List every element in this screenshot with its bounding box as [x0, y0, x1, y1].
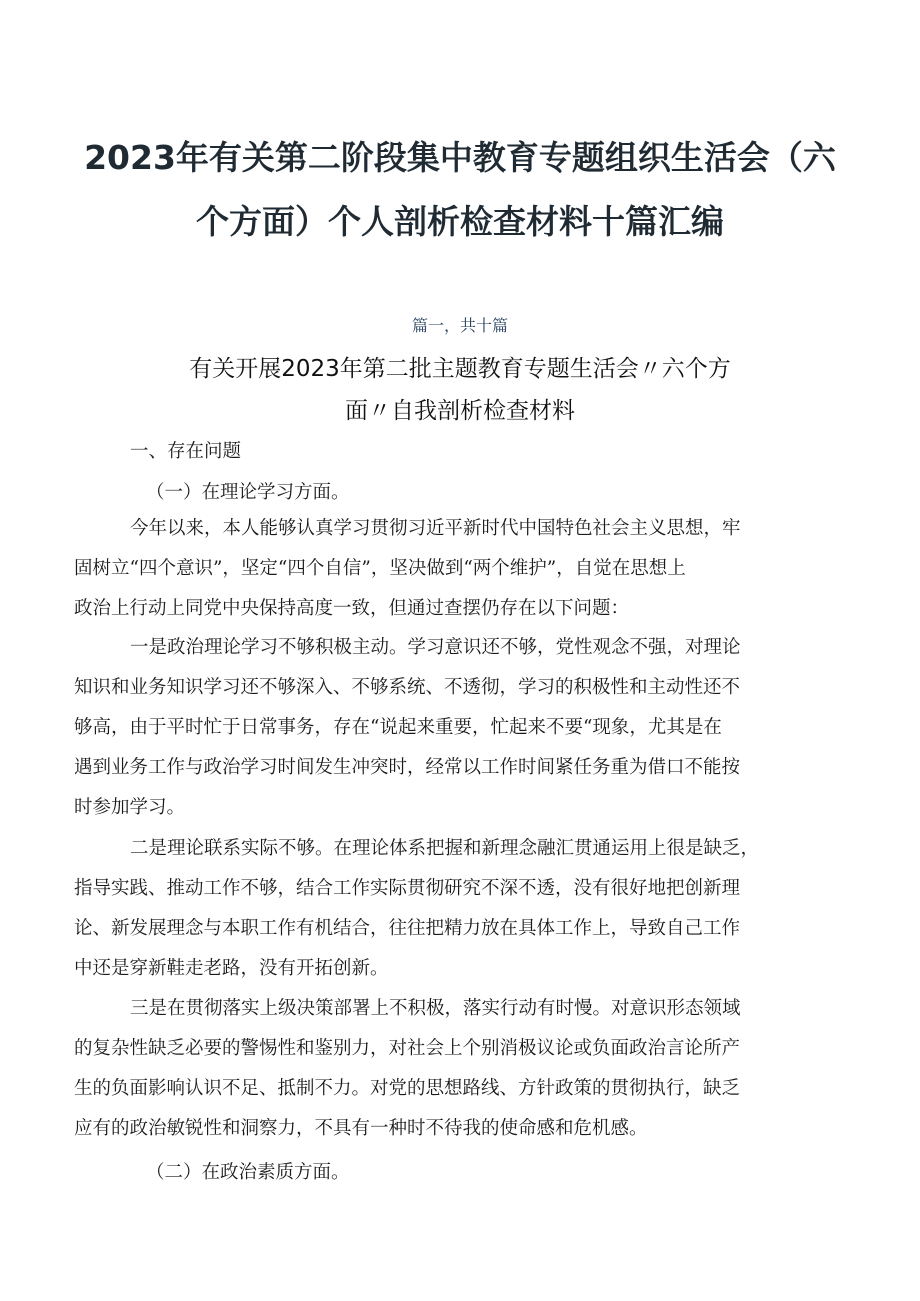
subsection-heading-1: （一）在理论学习方面。 [146, 482, 350, 503]
paragraph-line: 三是在贯彻落实上级决策部署上不积极，落实行动有时慢。对意识形态领域 [130, 998, 741, 1019]
paragraph-line: 一是政治理论学习不够积极主动。学习意识还不够，党性观念不强，对理论 [130, 637, 741, 658]
paragraph-line: 够高，由于平时忙于日常事务，存在“说起来重要，忙起来不要“现象，尤其是在 [74, 717, 722, 738]
paragraph-line: 政治上行动上同党中央保持高度一致，但通过查摆仍存在以下问题： [74, 598, 630, 619]
paragraph-line: 的复杂性缺乏必要的警惕性和鉴别力，对社会上个别消极议论或负面政治言论所产 [74, 1038, 741, 1059]
part-label: 篇一，共十篇 [411, 316, 508, 335]
subsection-heading-2: （二）在政治素质方面。 [146, 1162, 350, 1183]
paragraph-1 [74, 509, 854, 629]
document-title-line-2: 个方面）个人剖析检查材料十篇汇编 [196, 202, 724, 241]
paragraph-line: 论、新发展理念与本职工作有机结合，往往把精力放在具体工作上，导致自己工作 [74, 918, 741, 939]
paragraph-4 [74, 989, 854, 1149]
article-title-line-2: 面〃自我剖析检查材料 [345, 398, 575, 424]
paragraph-2 [74, 628, 854, 828]
paragraph-line: 指导实践、推动工作不够，结合工作实际贯彻研究不深不透，没有很好地把创新理 [74, 878, 741, 899]
section-heading: 一、存在问题 [130, 441, 242, 462]
article-title-line-1: 有关开展2023年第二批主题教育专题生活会〃六个方 [189, 356, 731, 382]
paragraph-line: 时参加学习。 [74, 797, 186, 818]
paragraph-line: 固树立“四个意识”，坚定“四个自信”，坚决做到“两个维护”，自觉在思想上 [74, 558, 686, 579]
paragraph-line: 中还是穿新鞋走老路，没有开拓创新。 [74, 958, 389, 979]
document-title-line-1: 2023年有关第二阶段集中教育专题组织生活会（六 [84, 138, 836, 177]
paragraph-line: 今年以来，本人能够认真学习贯彻习近平新时代中国特色社会主义思想，牢 [130, 518, 741, 539]
paragraph-line: 生的负面影响认识不足、抵制不力。对党的思想路线、方针政策的贯彻执行，缺乏 [74, 1078, 741, 1099]
paragraph-line: 二是理论联系实际不够。在理论体系把握和新理念融汇贯通运用上很是缺乏， [130, 838, 760, 859]
paragraph-3 [74, 829, 854, 989]
paragraph-line: 应有的政治敏锐性和洞察力，不具有一种时不待我的使命感和危机感。 [74, 1118, 648, 1139]
paragraph-line: 知识和业务知识学习还不够深入、不够系统、不透彻，学习的积极性和主动性还不 [74, 677, 741, 698]
paragraph-line: 遇到业务工作与政治学习时间发生冲突时，经常以工作时间紧任务重为借口不能按 [74, 757, 741, 778]
